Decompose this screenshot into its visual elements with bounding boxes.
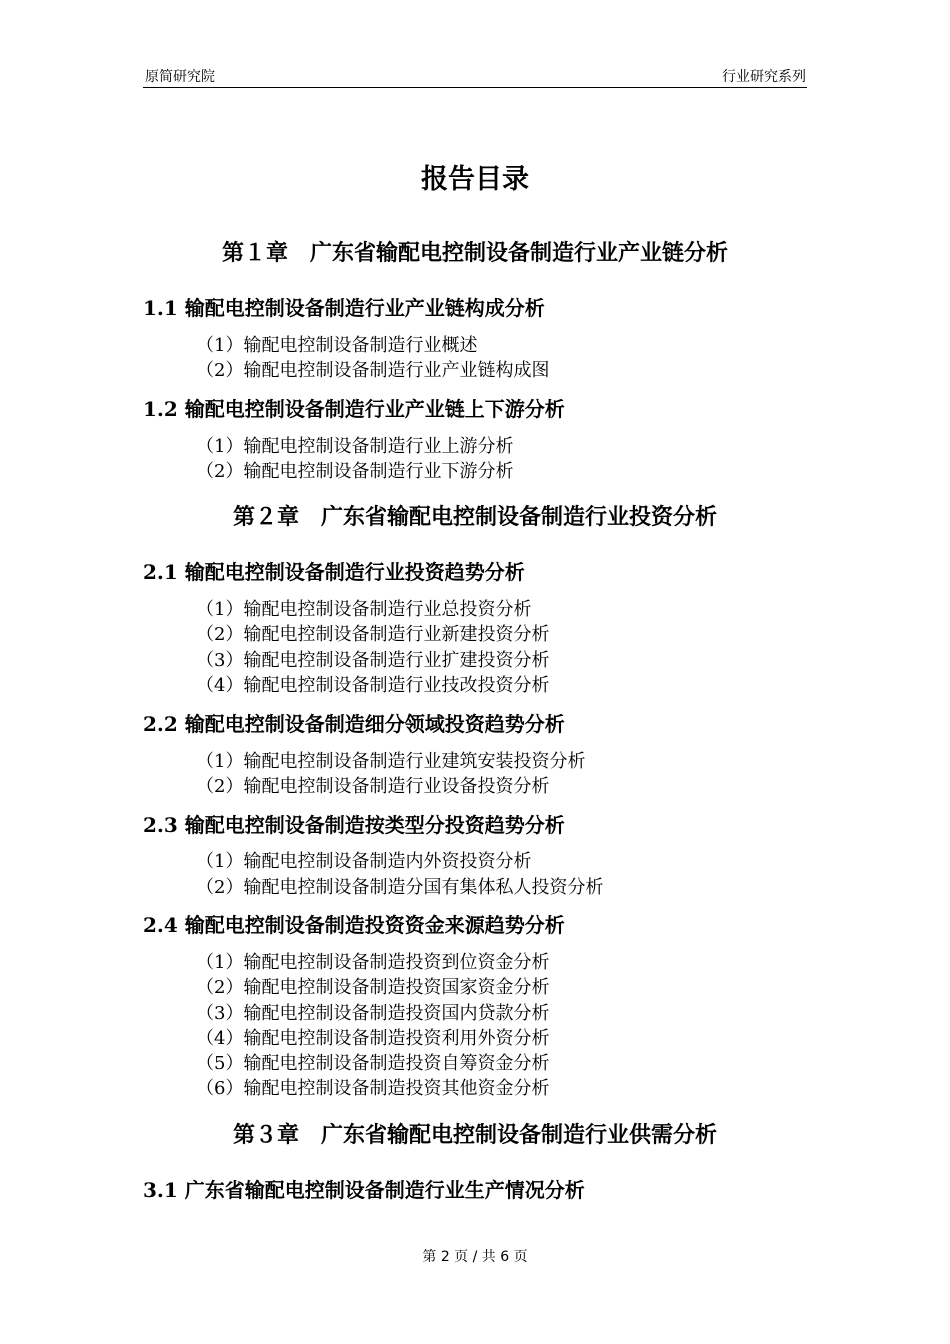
toc-item: （1）输配电控制设备制造行业总投资分析 <box>196 599 532 620</box>
toc-item: （5）输配电控制设备制造投资自筹资金分析 <box>196 1053 550 1074</box>
section-2-1-heading: 2.1 输配电控制设备制造行业投资趋势分析 <box>143 560 525 584</box>
toc-item: （3）输配电控制设备制造行业扩建投资分析 <box>196 650 550 671</box>
header-divider <box>143 87 807 88</box>
section-1-2-heading: 1.2 输配电控制设备制造行业产业链上下游分析 <box>143 397 565 421</box>
toc-item: （2）输配电控制设备制造行业设备投资分析 <box>196 776 550 797</box>
toc-item: （4）输配电控制设备制造行业技改投资分析 <box>196 675 550 696</box>
header-series: 行业研究系列 <box>722 69 806 85</box>
section-1-1-heading: 1.1 输配电控制设备制造行业产业链构成分析 <box>143 296 545 320</box>
chapter-2-heading: 第２章 广东省输配电控制设备制造行业投资分析 <box>232 504 717 530</box>
chapter-3-heading: 第３章 广东省输配电控制设备制造行业供需分析 <box>232 1122 717 1148</box>
chapter-1-heading: 第１章 广东省输配电控制设备制造行业产业链分析 <box>221 240 728 266</box>
toc-item: （2）输配电控制设备制造投资国家资金分析 <box>196 977 550 998</box>
header-org: 原简研究院 <box>145 69 215 85</box>
page-title: 报告目录 <box>421 164 529 195</box>
section-2-2-heading: 2.2 输配电控制设备制造细分领域投资趋势分析 <box>143 712 565 736</box>
toc-item: （3）输配电控制设备制造投资国内贷款分析 <box>196 1003 550 1024</box>
toc-item: （6）输配电控制设备制造投资其他资金分析 <box>196 1078 550 1099</box>
toc-item: （1）输配电控制设备制造行业建筑安装投资分析 <box>196 751 586 772</box>
toc-item: （2）输配电控制设备制造分国有集体私人投资分析 <box>196 877 604 898</box>
toc-item: （2）输配电控制设备制造行业产业链构成图 <box>196 360 550 381</box>
toc-item: （2）输配电控制设备制造行业下游分析 <box>196 461 514 482</box>
toc-item: （1）输配电控制设备制造行业概述 <box>196 335 478 356</box>
section-3-1-heading: 3.1 广东省输配电控制设备制造行业生产情况分析 <box>143 1178 585 1202</box>
toc-item: （4）输配电控制设备制造投资利用外资分析 <box>196 1028 550 1049</box>
toc-item: （1）输配电控制设备制造内外资投资分析 <box>196 851 532 872</box>
toc-item: （2）输配电控制设备制造行业新建投资分析 <box>196 624 550 645</box>
section-2-3-heading: 2.3 输配电控制设备制造按类型分投资趋势分析 <box>143 813 565 837</box>
section-2-4-heading: 2.4 输配电控制设备制造投资资金来源趋势分析 <box>143 913 565 937</box>
page-number: 第 2 页 / 共 6 页 <box>422 1249 528 1265</box>
toc-item: （1）输配电控制设备制造投资到位资金分析 <box>196 952 550 973</box>
toc-item: （1）输配电控制设备制造行业上游分析 <box>196 436 514 457</box>
